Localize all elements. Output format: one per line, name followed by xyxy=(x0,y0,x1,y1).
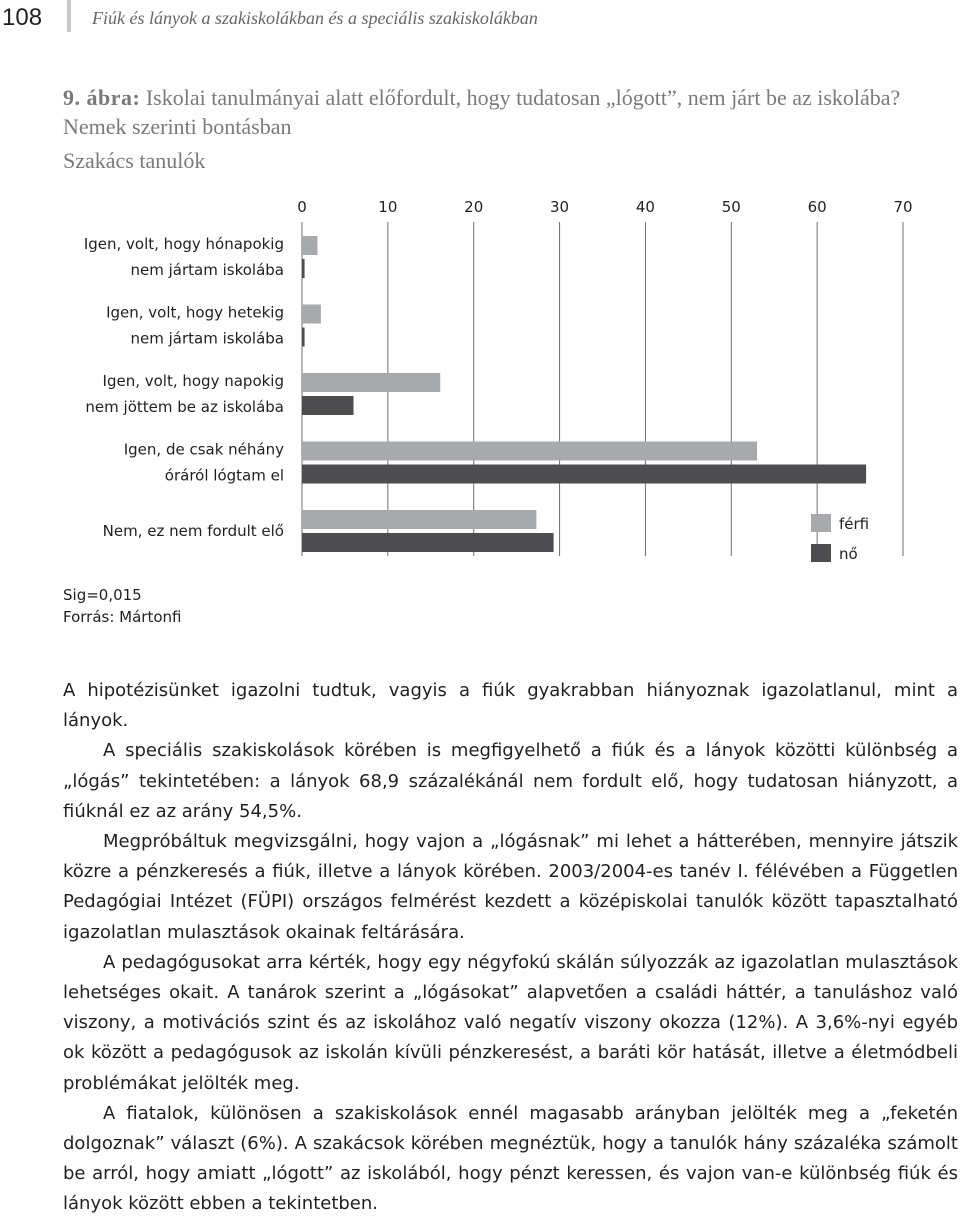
figure-subtitle: Szakács tanulók xyxy=(63,148,206,173)
figure-notes xyxy=(63,584,181,628)
bar-ferfi xyxy=(302,373,440,392)
bar-no xyxy=(302,328,305,347)
bar-no xyxy=(302,259,305,278)
category-label: Igen, de csak néhány xyxy=(123,440,284,459)
page-number: 108 xyxy=(2,4,43,31)
category-label: Igen, volt, hogy napokig xyxy=(102,372,284,390)
legend-swatch xyxy=(811,514,831,532)
category-label: óráról lógtam el xyxy=(164,466,284,485)
bar-no xyxy=(302,465,866,484)
bar-ferfi xyxy=(302,305,321,324)
bar-ferfi xyxy=(302,236,317,255)
bar-ferfi xyxy=(302,510,536,529)
body-text xyxy=(63,676,958,1220)
bar-ferfi xyxy=(302,442,757,461)
bar-chart xyxy=(0,180,960,580)
header-rule xyxy=(67,0,71,32)
category-label: Igen, volt, hogy hónapokig xyxy=(83,235,284,253)
paragraph: Megpróbáltuk megvizsgálni, hogy vajon a „lógásnak” mi lehet a hátterében, mennyire játszik közre a pénzkeresés a fiúk, illetve a lányok körében. 2003/2004-es tanév I. félévében a Független Pedagógiai Intézet (FÜPI) országos felmérést kezdett a középiskolai tanulók között tapasztalható igazolatlan mulasztások okainak feltárására. xyxy=(63,831,958,943)
legend-label: nő xyxy=(839,545,858,563)
paragraph: A fiatalok, különösen a szakiskolások ennél magasabb arányban jelölték meg a „feketén dolgoznak” választ (6%). A szakácsok körében megnéztük, hogy a tanulók hány százaléka számolt be arról, hogy amiatt „lógott” az iskolából, hogy pénzt keressen, és vajon van-e különbség fiúk és lányok között ebben a tekintetben. xyxy=(63,1102,958,1215)
paragraph: A hipotézisünket igazolni tudtuk, vagyis a fiúk gyakrabban hiányoznak igazolatlanul, mint a lányok. xyxy=(63,680,958,732)
x-tick-label: 0 xyxy=(297,198,307,216)
x-tick-label: 70 xyxy=(893,198,913,216)
figure-caption-lead: 9. ábra: xyxy=(63,85,141,110)
category-label: Nem, ez nem fordult elő xyxy=(102,522,284,540)
bar-no xyxy=(302,396,354,415)
figure-caption-text: Iskolai tanulmányai alatt előfordult, hogy tudatosan „lógott”, nem járt be az iskolába? Nemek szerinti bontásban xyxy=(63,85,901,139)
category-label: nem jöttem be az iskolába xyxy=(85,398,284,416)
paragraph: A speciális szakiskolások körében is megfigyelhető a fiúk és a lányok közötti különbség a „lógás” tekintetében: a lányok 68,9 százalékánál nem fordult elő, hogy tudatosan hiányzott, a fiúknál ez az arány 54,5%. xyxy=(63,740,958,822)
x-tick-label: 30 xyxy=(550,198,570,216)
x-tick-label: 60 xyxy=(807,198,827,216)
paragraph: A pedagógusokat arra kérték, hogy egy négyfokú skálán súlyozzák az igazolatlan mulasztások lehetséges okait. A tanárok szerint a „lógásokat” alapvetően a családi háttér, a tanuláshoz való viszony, a motivációs szint és az iskolához való negatív viszony okozza (12%). A 3,6%-nyi egyéb ok között a pedagógusok az iskolán kívüli pénzkeresést, a baráti kör hatását, illetve a életmódbeli problémákat jelölték meg. xyxy=(63,951,958,1094)
category-label: nem jártam iskolába xyxy=(130,261,284,279)
x-tick-label: 40 xyxy=(635,198,655,216)
source-note: Forrás: Mártonfi xyxy=(63,608,182,626)
category-label: nem jártam iskolába xyxy=(130,329,284,348)
significance-note: Sig=0,015 xyxy=(63,586,142,604)
x-tick-label: 20 xyxy=(464,198,484,216)
x-tick-label: 50 xyxy=(721,198,741,216)
x-tick-label: 10 xyxy=(378,198,398,216)
bar-no xyxy=(302,533,554,552)
figure-caption xyxy=(63,84,953,141)
category-label: Igen, volt, hogy hetekig xyxy=(106,303,284,322)
legend-swatch xyxy=(811,544,831,562)
legend-label: férfi xyxy=(839,515,870,533)
running-title: Fiúk és lányok a szakiskolákban és a speciális szakiskolákban xyxy=(92,8,538,28)
